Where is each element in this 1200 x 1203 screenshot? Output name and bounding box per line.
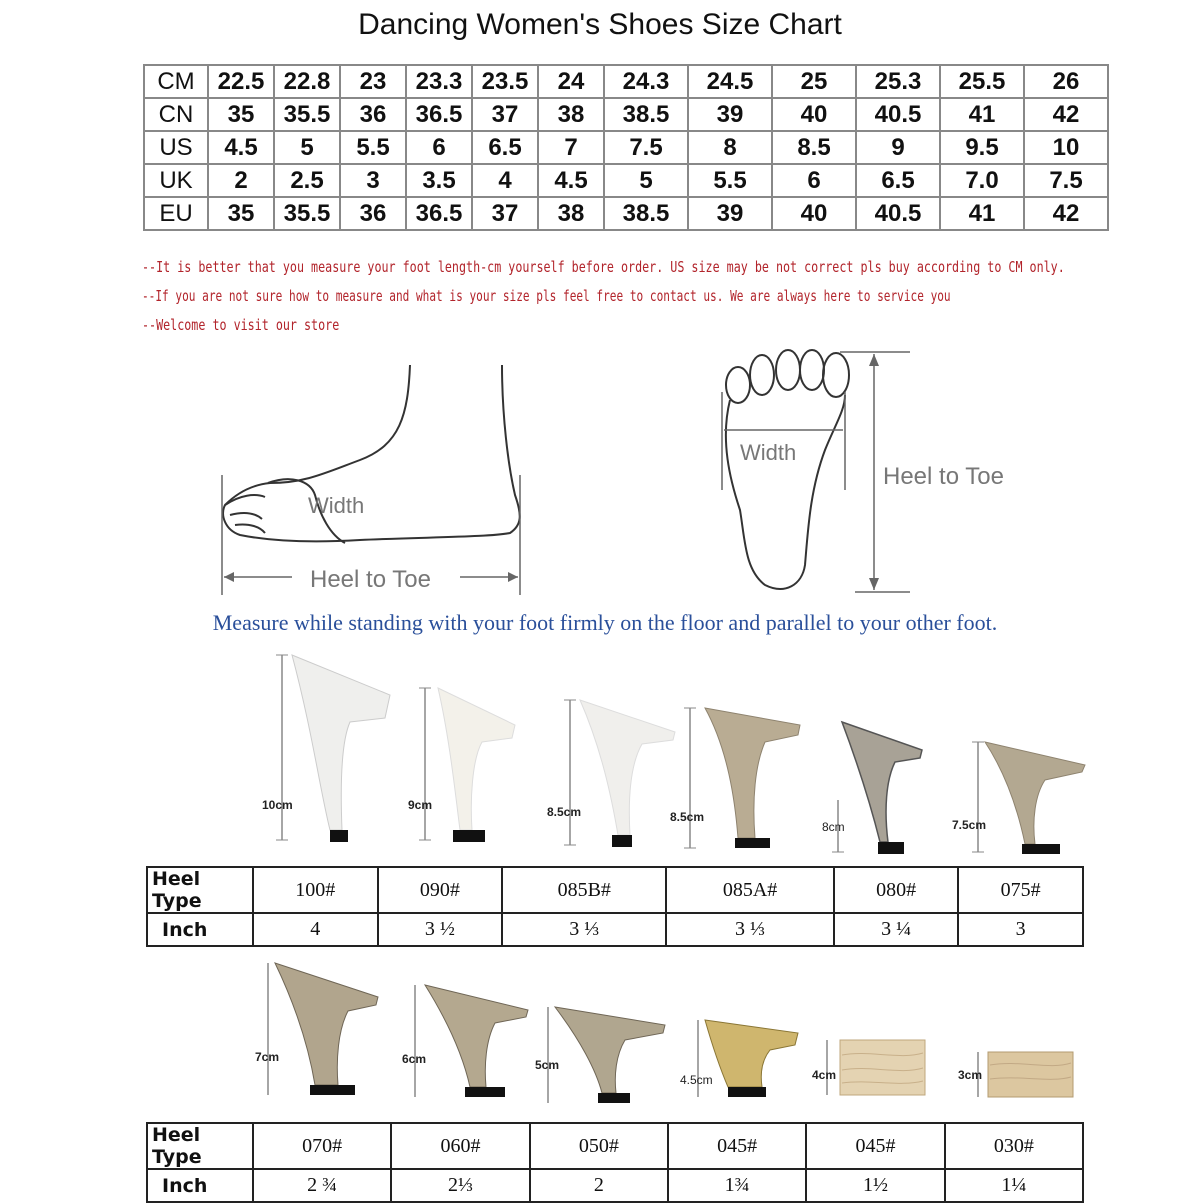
side-width-label: Width [308, 493, 365, 518]
heel-090-image [419, 688, 515, 842]
sole-foot-diagram [710, 340, 1040, 600]
side-foot-diagram [210, 355, 540, 605]
size-cell: 40 [772, 197, 856, 230]
heel-type-header: Heel Type [147, 1123, 253, 1169]
size-cell: 22.5 [208, 65, 274, 98]
size-cell: 3 [340, 164, 406, 197]
heel-085a-image [684, 708, 800, 848]
side-length-label: Heel to Toe [310, 566, 431, 593]
size-cell: 6 [772, 164, 856, 197]
inch-header: Inch [147, 1169, 253, 1202]
heel-height-030: 3cm [958, 1068, 983, 1082]
sole-width-label: Width [740, 440, 797, 465]
heel-075-image [972, 742, 1085, 854]
size-cell: 38 [538, 197, 604, 230]
size-row-label: EU [144, 197, 208, 230]
size-row-label: CN [144, 98, 208, 131]
inch-cell: 3 ¼ [834, 913, 959, 946]
size-cell: 4.5 [208, 131, 274, 164]
size-cell: 26 [1024, 65, 1108, 98]
size-row-label: UK [144, 164, 208, 197]
size-cell: 25.3 [856, 65, 940, 98]
size-row-uk [144, 164, 1108, 197]
size-cell: 36.5 [406, 197, 472, 230]
inch-cell: 1¼ [945, 1169, 1083, 1202]
size-cell: 40.5 [856, 98, 940, 131]
size-row-cm [144, 65, 1108, 98]
size-row-label: CM [144, 65, 208, 98]
heel-type-cell: 060# [391, 1123, 529, 1169]
size-cell: 23 [340, 65, 406, 98]
size-cell: 6 [406, 131, 472, 164]
size-cell: 40.5 [856, 197, 940, 230]
heel-045a-image [698, 1020, 798, 1097]
note-welcome: --Welcome to visit our store [142, 316, 340, 334]
size-cell: 7.5 [604, 131, 688, 164]
size-cell: 42 [1024, 197, 1108, 230]
size-cell: 38.5 [604, 197, 688, 230]
heel-height-070: 7cm [255, 1050, 280, 1064]
heel-type-cell: 050# [530, 1123, 668, 1169]
size-cell: 9.5 [940, 131, 1024, 164]
heel-045b-image [827, 1040, 925, 1095]
size-cell: 38.5 [604, 98, 688, 131]
size-cell: 5 [604, 164, 688, 197]
heel-height-085a: 8.5cm [670, 810, 705, 824]
size-cell: 24 [538, 65, 604, 98]
inch-cell: 3 ½ [378, 913, 503, 946]
inch-cell: 2⅓ [391, 1169, 529, 1202]
size-cell: 10 [1024, 131, 1108, 164]
size-cell: 23.5 [472, 65, 538, 98]
size-cell: 36 [340, 197, 406, 230]
inch-cell: 1¾ [668, 1169, 806, 1202]
size-row-us [144, 131, 1108, 164]
size-row-eu [144, 197, 1108, 230]
size-cell: 41 [940, 98, 1024, 131]
size-cell: 38 [538, 98, 604, 131]
size-cell: 4.5 [538, 164, 604, 197]
heel-080-image [832, 722, 922, 854]
size-cell: 6.5 [472, 131, 538, 164]
size-cell: 22.8 [274, 65, 340, 98]
size-cell: 6.5 [856, 164, 940, 197]
heel-height-080: 8cm [822, 820, 845, 834]
size-cell: 36 [340, 98, 406, 131]
heel-type-cell: 085A# [666, 867, 833, 913]
size-cell: 40 [772, 98, 856, 131]
heel-height-045a: 4.5cm [680, 1073, 713, 1087]
sole-length-label: Heel to Toe [883, 463, 1004, 490]
size-cell: 5.5 [340, 131, 406, 164]
heel-type-cell: 090# [378, 867, 503, 913]
size-cell: 39 [688, 197, 772, 230]
heel-type-cell: 085B# [502, 867, 666, 913]
heel-type-table-1 [146, 866, 1084, 947]
heel-060-image [415, 985, 528, 1097]
size-cell: 24.3 [604, 65, 688, 98]
size-cell: 9 [856, 131, 940, 164]
heel-085b-image [564, 700, 675, 847]
heel-height-090: 9cm [408, 798, 433, 812]
size-cell: 8.5 [772, 131, 856, 164]
size-cell: 39 [688, 98, 772, 131]
heel-type-cell: 070# [253, 1123, 391, 1169]
size-cell: 4 [472, 164, 538, 197]
heel-type-cell: 080# [834, 867, 959, 913]
heel-type-cell: 045# [668, 1123, 806, 1169]
heel-030-image [978, 1052, 1073, 1097]
note-contact-us: --If you are not sure how to measure and what is your size pls feel free to contact us. We are always here to service you [142, 287, 951, 305]
size-cell: 8 [688, 131, 772, 164]
inch-cell: 3 [958, 913, 1083, 946]
size-cell: 2.5 [274, 164, 340, 197]
size-cell: 2 [208, 164, 274, 197]
size-cell: 36.5 [406, 98, 472, 131]
heel-height-100: 10cm [262, 798, 293, 812]
measure-caption: Measure while standing with your foot firmly on the floor and parallel to your other foot. [212, 610, 998, 635]
size-cell: 41 [940, 197, 1024, 230]
heel-type-cell: 030# [945, 1123, 1083, 1169]
size-cell: 37 [472, 197, 538, 230]
heel-type-header: Heel Type [147, 867, 253, 913]
size-cell: 23.3 [406, 65, 472, 98]
heel-height-060: 6cm [402, 1052, 427, 1066]
size-row-cn [144, 98, 1108, 131]
note-measure-cm: --It is better that you measure your foot length-cm yourself before order. US size may be not correct pls buy according to CM only. [142, 258, 1065, 276]
page-title: Dancing Women's Shoes Size Chart [358, 8, 842, 41]
inch-cell: 1½ [806, 1169, 944, 1202]
size-cell: 35 [208, 197, 274, 230]
size-cell: 35.5 [274, 197, 340, 230]
size-cell: 7.5 [1024, 164, 1108, 197]
size-row-label: US [144, 131, 208, 164]
size-cell: 24.5 [688, 65, 772, 98]
heel-100-image [276, 655, 390, 842]
size-cell: 7 [538, 131, 604, 164]
size-cell: 25 [772, 65, 856, 98]
size-cell: 35 [208, 98, 274, 131]
size-cell: 3.5 [406, 164, 472, 197]
size-cell: 25.5 [940, 65, 1024, 98]
heel-type-cell: 075# [958, 867, 1083, 913]
inch-cell: 2 ¾ [253, 1169, 391, 1202]
size-cell: 5 [274, 131, 340, 164]
heel-type-cell: 100# [253, 867, 378, 913]
size-cell: 7.0 [940, 164, 1024, 197]
size-cell: 42 [1024, 98, 1108, 131]
inch-header: Inch [147, 913, 253, 946]
inch-cell: 2 [530, 1169, 668, 1202]
heel-type-table-2 [146, 1122, 1084, 1203]
heel-height-050: 5cm [535, 1058, 560, 1072]
size-cell: 37 [472, 98, 538, 131]
inch-cell: 3 ⅓ [502, 913, 666, 946]
size-cell: 35.5 [274, 98, 340, 131]
heel-type-cell: 045# [806, 1123, 944, 1169]
heel-height-075: 7.5cm [952, 818, 987, 832]
heel-050-image [548, 1007, 665, 1103]
inch-cell: 4 [253, 913, 378, 946]
size-chart-table [143, 64, 1109, 231]
heel-070-image [268, 963, 378, 1095]
size-cell: 5.5 [688, 164, 772, 197]
inch-cell: 3 ⅓ [666, 913, 833, 946]
heel-height-085b: 8.5cm [547, 805, 582, 819]
heel-height-045b: 4cm [812, 1068, 837, 1082]
